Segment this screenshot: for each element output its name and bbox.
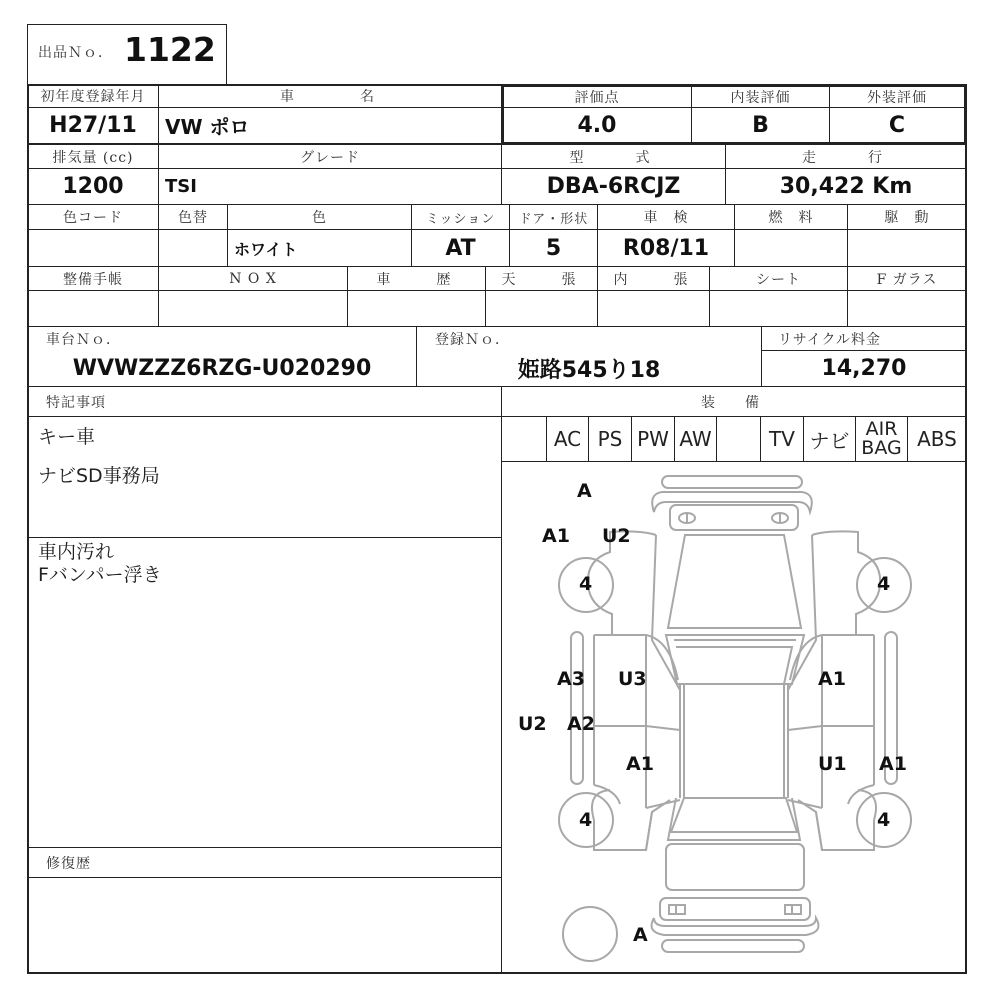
maintenance-value: [27, 290, 159, 327]
seat-value: [709, 290, 848, 327]
mileage-value: 30,422 Km: [725, 168, 967, 205]
damage-mark: U2: [602, 525, 631, 547]
first-reg-label: 初年度登録年月: [27, 84, 159, 108]
history-label: 車 歴: [347, 266, 486, 291]
rear-bumper-strip: [662, 476, 802, 488]
hood: [666, 844, 804, 890]
transmission-value: AT: [411, 229, 510, 267]
nox-value: [158, 290, 348, 327]
recycle-label: リサイクル料金: [761, 326, 967, 351]
damage-mark: U3: [618, 668, 647, 690]
notes-label: 特記事項: [27, 386, 502, 417]
fuel-label: 燃 料: [734, 204, 848, 230]
color-change-label: 色替: [158, 204, 228, 230]
tire-rating-front-left: 4: [579, 809, 593, 831]
lot-number-label: 出品Ｎｏ．: [38, 45, 113, 61]
spare-tire: [563, 907, 617, 961]
note-line: 車内汚れ: [38, 541, 115, 563]
model-label: 型 式: [501, 144, 726, 169]
score-label: 評価点: [502, 85, 692, 108]
rear-lamp-panel: [670, 505, 798, 530]
roof-label: 天 張: [485, 266, 598, 291]
chassis-label: 車台Ｎｏ．: [27, 326, 417, 351]
damage-mark: A1: [542, 525, 570, 547]
doors-value: 5: [509, 229, 598, 267]
transmission-label: ミッション: [411, 204, 510, 230]
interior-trim-value: [597, 290, 710, 327]
displacement-label: 排気量 (cc): [27, 144, 159, 169]
car-name-label: 車 名: [158, 84, 502, 108]
damage-mark: A2: [567, 713, 595, 735]
equipment-pw: PW: [631, 416, 675, 462]
rear-bumper: [652, 492, 812, 512]
chassis-value: WVWZZZ6RZG-U020290: [27, 350, 417, 387]
interior-score-label: 内装評価: [691, 85, 830, 108]
interior-trim-label: 内 張: [597, 266, 710, 291]
doors-label: ドア・形状: [509, 204, 598, 230]
drive-value: [847, 229, 967, 267]
damage-mark: U1: [818, 753, 847, 775]
registration-label: 登録Ｎｏ．: [416, 326, 762, 351]
tire-rating-front-right: 4: [877, 809, 891, 831]
history-value: [347, 290, 486, 327]
recycle-value: 14,270: [761, 350, 967, 387]
seat-label: シート: [709, 266, 848, 291]
inspection-label: 車 検: [597, 204, 735, 230]
roof-trunk: [666, 635, 804, 684]
damage-mark: A1: [626, 753, 654, 775]
first-reg-value: H27/11: [27, 107, 159, 144]
repair-history-label: 修復歴: [27, 847, 502, 878]
drive-label: 駆 動: [847, 204, 967, 230]
tire-rating-rear-left: 4: [579, 573, 593, 595]
exterior-score-value: C: [829, 107, 965, 143]
fuel-value: [734, 229, 848, 267]
nox-label: N O X: [158, 266, 348, 291]
windshield: [671, 798, 797, 832]
lot-number-value: 1122: [124, 30, 216, 69]
equipment-airbag: [855, 416, 908, 462]
color-code-label: 色コード: [27, 204, 159, 230]
color-code-value: [27, 229, 159, 267]
equipment-ps: PS: [588, 416, 632, 462]
color-change-value: [158, 229, 228, 267]
equipment-tv: TV: [760, 416, 804, 462]
airbag-line2: BAG: [861, 437, 902, 459]
interior-score-value: B: [691, 107, 830, 143]
equipment-aw: AW: [674, 416, 717, 462]
equipment-label: 装 備: [501, 386, 967, 417]
equipment-ac: AC: [546, 416, 589, 462]
equipment-navi: ナビ: [803, 416, 856, 462]
maintenance-label: 整備手帳: [27, 266, 159, 291]
damage-mark: A1: [818, 668, 846, 690]
note-line: ナビSD事務局: [38, 465, 160, 487]
damage-mark-rear: A: [577, 480, 592, 502]
grade-value: TSI: [158, 168, 502, 205]
right-body: [788, 531, 880, 785]
equipment-abs: ABS: [907, 416, 967, 462]
inspection-value: R08/11: [597, 229, 735, 267]
car-name-value: VW ポロ: [158, 107, 502, 144]
damage-mark: A3: [557, 668, 585, 690]
color-label: 色: [227, 204, 412, 230]
rear-window: [668, 535, 801, 628]
note-line: キー車: [38, 426, 96, 448]
color-value: ホワイト: [227, 229, 412, 267]
score-value: 4.0: [502, 107, 692, 143]
damage-mark-front: A: [633, 924, 648, 946]
model-value: DBA-6RCJZ: [501, 168, 726, 205]
note-line: Fバンパー浮き: [38, 564, 162, 586]
front-bumper-strip: [662, 940, 804, 952]
damage-mark: U2: [518, 713, 547, 735]
equipment-blank: [501, 416, 547, 462]
registration-value: 姫路545り18: [416, 350, 762, 387]
grade-label: グレード: [158, 144, 502, 169]
roof: [684, 684, 784, 798]
repair-history-box: [27, 877, 502, 974]
exterior-score-label: 外装評価: [829, 85, 965, 108]
fglass-label: F ガラス: [847, 266, 967, 291]
roof-value: [485, 290, 598, 327]
equipment-blank-2: [716, 416, 761, 462]
damage-mark: A1: [879, 753, 907, 775]
airbag-line1: AIR: [865, 418, 898, 440]
displacement-value: 1200: [27, 168, 159, 205]
left-side-strip: [571, 632, 583, 784]
fglass-value: [847, 290, 967, 327]
mileage-label: 走 行: [725, 144, 967, 169]
tire-rating-rear-right: 4: [877, 573, 891, 595]
front-grille: [660, 898, 810, 920]
left-body: [588, 531, 680, 785]
